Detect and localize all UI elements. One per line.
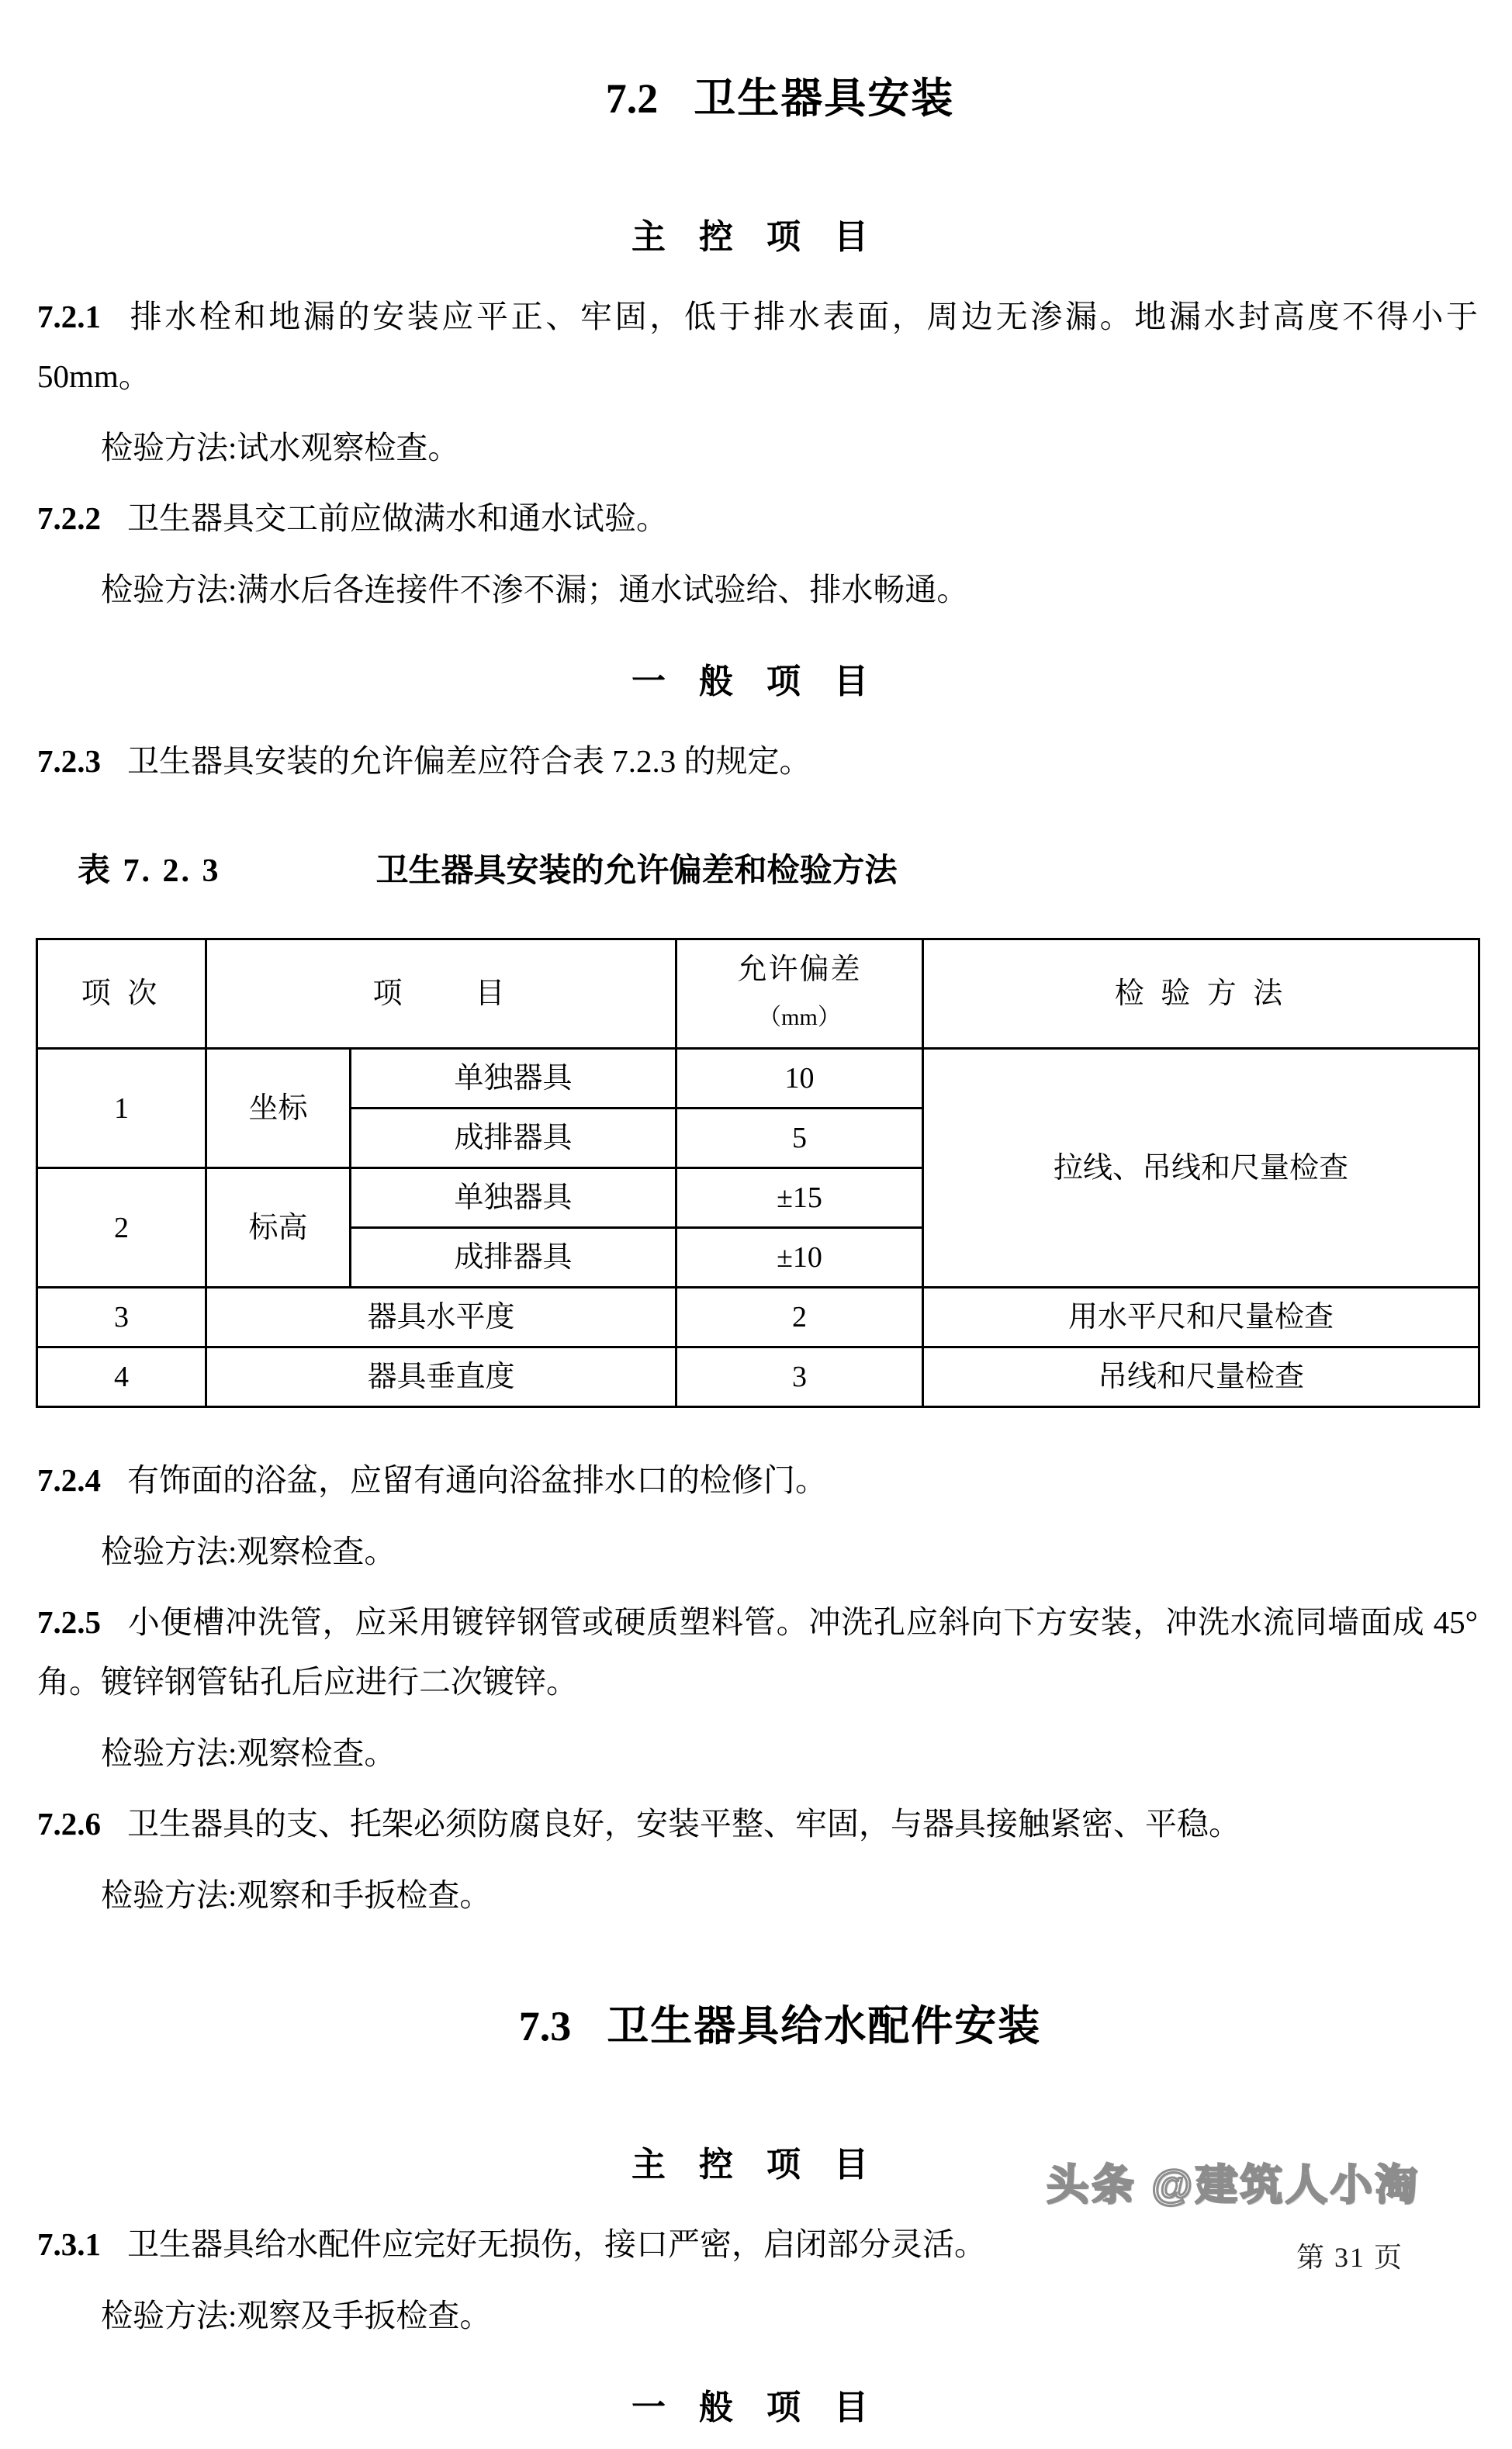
cell-method-4: 吊线和尺量检查 [923, 1347, 1479, 1407]
clause-text-7-2-2: 卫生器具交工前应做满水和通水试验。 [127, 500, 668, 536]
clause-7-2-4 [0, 1442, 1512, 1519]
header-cell-item: 项 目 [206, 939, 676, 1049]
inspection-method-7-2-4: 检验方法:观察检查。 [101, 1534, 396, 1569]
header-tolerance-unit: （mm） [758, 1005, 841, 1030]
clause-7-3-1 [0, 2206, 1512, 2283]
section-number-7-2: 7.2 [605, 75, 659, 122]
section-heading-7-2 [0, 0, 1512, 178]
cell-tolerance-4: 3 [676, 1347, 923, 1407]
clause-number-7-2-2: 7.2.2 [37, 500, 101, 536]
cell-method-3: 用水平尺和尺量检查 [923, 1288, 1479, 1347]
clause-text-7-2-1: 排水栓和地漏的安装应平正、牢固，低于排水表面，周边无渗漏。地漏水封高度不得小于 50mm。 [37, 299, 1478, 394]
table-caption [0, 800, 1512, 938]
table-header-row [37, 939, 1479, 1049]
cell-index-3: 3 [37, 1288, 206, 1347]
inspection-method-7-2-1: 检验方法:试水观察检查。 [101, 430, 460, 465]
table-caption-number: 表 7. 2. 3 [78, 853, 221, 889]
clause-text-7-3-1: 卫生器具给水配件应完好无损伤，接口严密，启闭部分灵活。 [127, 2226, 986, 2262]
subsection-main-items-2: 主 控 项 目 [631, 2146, 881, 2184]
cell-tolerance-3: 2 [676, 1288, 923, 1347]
clause-text-7-2-4: 有饰面的浴盆，应留有通向浴盆排水口的检修门。 [127, 1462, 827, 1498]
cell-item-2a: 单独器具 [351, 1168, 676, 1228]
clause-number-7-2-5: 7.2.5 [37, 1604, 101, 1640]
cell-category-1: 坐标 [206, 1049, 351, 1168]
clause-number-7-2-3: 7.2.3 [37, 743, 101, 779]
cell-tolerance-2a: ±15 [676, 1168, 923, 1228]
clause-number-7-2-6: 7.2.6 [37, 1806, 101, 1842]
cell-tolerance-1a: 10 [676, 1049, 923, 1109]
cell-item-1b: 成排器具 [351, 1109, 676, 1168]
inspection-method-7-2-6: 检验方法:观察和手扳检查。 [101, 1877, 492, 1913]
cell-method-1: 拉线、吊线和尺量检查 [923, 1049, 1479, 1288]
subsection-general-items-1: 一 般 项 目 [631, 662, 881, 700]
table-row [37, 1288, 1479, 1347]
inspection-method-7-2-5: 检验方法:观察检查。 [101, 1735, 396, 1771]
table-caption-title: 卫生器具安装的允许偏差和检验方法 [375, 853, 898, 889]
watermark: 头条 @建筑人小淘 [1047, 2162, 1420, 2209]
header-cell-index: 项 次 [37, 939, 206, 1049]
cell-item-3: 器具水平度 [206, 1288, 676, 1347]
cell-item-2b: 成排器具 [351, 1228, 676, 1288]
inspection-method-7-3-1: 检验方法:观察及手扳检查。 [101, 2298, 492, 2333]
spacer-after-table [0, 1408, 1512, 1442]
tolerance-table [36, 938, 1480, 1408]
clause-7-2-5 [0, 1584, 1512, 1721]
clause-7-2-2 [0, 480, 1512, 557]
header-tolerance-label: 允许偏差 [737, 953, 862, 986]
cell-item-4: 器具垂直度 [206, 1347, 676, 1407]
clause-7-2-3 [0, 723, 1512, 800]
subsection-main-items-1: 主 控 项 目 [631, 218, 881, 256]
cell-index-4: 4 [37, 1347, 206, 1407]
section-title-7-3: 卫生器具给水配件安装 [607, 2003, 1042, 2049]
cell-index-2: 2 [37, 1168, 206, 1288]
section-title-7-2: 卫生器具安装 [694, 75, 955, 122]
inspection-method-7-2-2: 检验方法:满水后各连接件不渗不漏；通水试验给、排水畅通。 [101, 572, 969, 607]
cell-tolerance-2b: ±10 [676, 1228, 923, 1288]
clause-7-2-1 [0, 278, 1512, 415]
header-cell-method: 检 验 方 法 [923, 939, 1479, 1049]
subsection-general-items-2: 一 般 项 目 [631, 2388, 881, 2427]
page-number: 第 31 页 [1296, 2242, 1403, 2273]
cell-index-1: 1 [37, 1049, 206, 1168]
clause-text-7-2-3: 卫生器具安装的允许偏差应符合表 7.2.3 的规定。 [127, 743, 811, 779]
clause-text-7-2-5: 小便槽冲洗管，应采用镀锌钢管或硬质塑料管。冲洗孔应斜向下方安装，冲洗水流同墙面成 45°角。镀锌钢管钻孔后应进行二次镀锌。 [37, 1604, 1478, 1700]
section-number-7-3: 7.3 [518, 2003, 572, 2049]
cell-item-1a: 单独器具 [351, 1049, 676, 1109]
clause-number-7-3-1: 7.3.1 [37, 2226, 101, 2262]
clause-number-7-2-1: 7.2.1 [37, 299, 101, 334]
header-cell-tolerance [676, 939, 923, 1049]
table-row [37, 1347, 1479, 1407]
section-heading-7-3 [0, 1928, 1512, 2105]
clause-7-2-6 [0, 1786, 1512, 1863]
cell-tolerance-1b: 5 [676, 1109, 923, 1168]
table-row [37, 1049, 1479, 1109]
clause-text-7-2-6: 卫生器具的支、托架必须防腐良好，安装平整、牢固，与器具接触紧密、平稳。 [127, 1806, 1240, 1842]
table-wrapper [0, 938, 1512, 1408]
cell-category-2: 标高 [206, 1168, 351, 1288]
clause-number-7-2-4: 7.2.4 [37, 1462, 101, 1498]
